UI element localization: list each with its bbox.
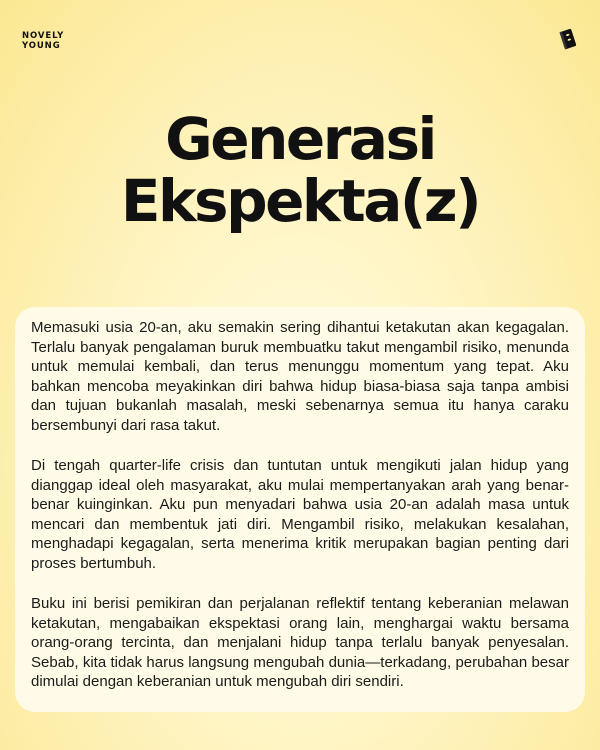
brand-line-2: YOUNG — [22, 41, 61, 51]
brand-line-1: NOVELY — [22, 31, 65, 41]
paragraph-3: Buku ini berisi pemikiran dan perjalanan reflektif tentang keberanian melawan ketakutan, mengabaikan ekspektasi orang lain, menghargai waktu bersama orang-orang tercinta, dan menjalani hidup tanpa terlalu banyak penyesalan. Sebab, kita tidak harus langsung mengubah dunia—terkadang, perubahan besar dimulai dengan keberanian untuk mengubah diri sendiri. — [31, 595, 569, 690]
paragraph-2: Di tengah quarter-life crisis dan tuntutan untuk mengikuti jalan hidup yang dianggap ideal oleh masyarakat, aku mulai mempertanyakan arah yang benar-benar kuinginkan. Aku pun menyadari bahwa usia 20-an adalah masa untuk mencari dan membentuk jati diri. Mengambil risiko, melakukan kesalahan, menghadapi kegagalan, serta menerima kritik merupakan bagian penting dari proses bertumbuh. — [31, 457, 569, 572]
text-card — [15, 307, 585, 712]
page-title — [0, 105, 600, 235]
brand-logo — [22, 31, 64, 51]
book-icon — [558, 28, 578, 50]
paragraph-1: Memasuki usia 20-an, aku semakin sering dihantui ketakutan akan kegagalan. Terlalu banyak pengalaman buruk membuatku takut mengambil risiko, menunda untuk memulai kembali, dan terus menunggu momentum yang tepat. Aku bahkan mencoba meyakinkan diri bahwa hidup biasa-biasa saja tanpa ambisi dan tujuan bukanlah masalah, meski sebenarnya semua itu hanya caraku bersembunyi dari rasa takut. — [31, 319, 569, 434]
title-line-1: Generasi — [165, 105, 435, 173]
title-line-2: Ekspekta(z) — [120, 167, 480, 235]
